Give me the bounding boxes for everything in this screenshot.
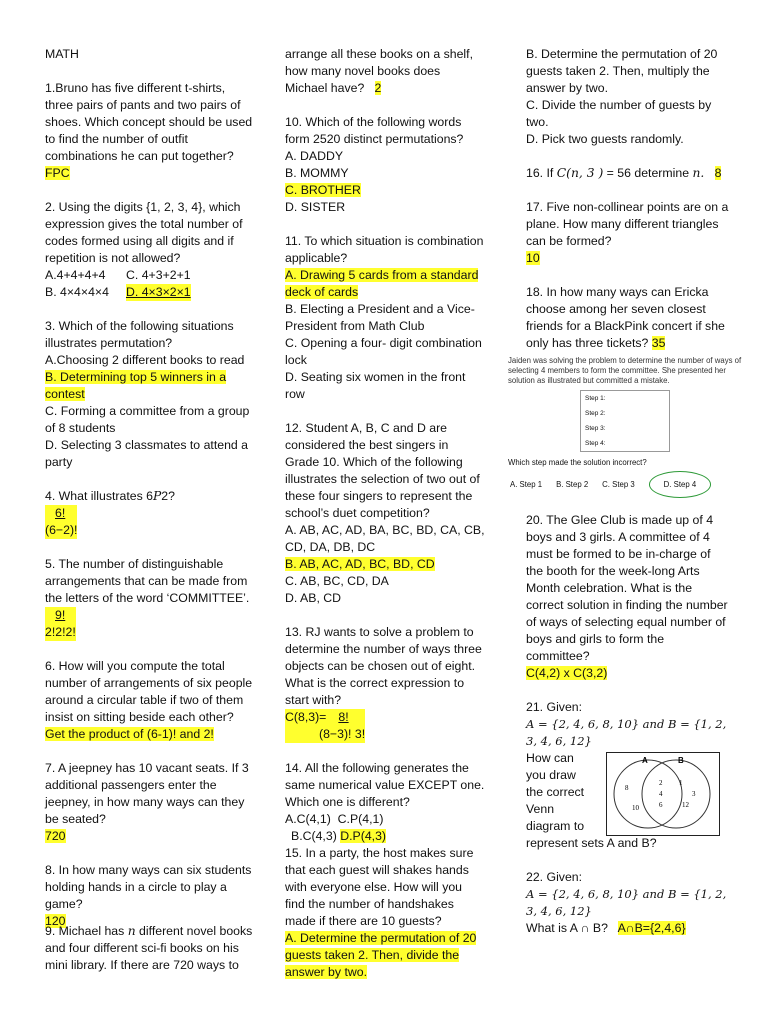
question-3 (45, 318, 253, 471)
question-9-body-col1 (45, 923, 253, 974)
denominator: (6−2)! (45, 523, 78, 537)
question-text-mid: = 56 determine (603, 166, 693, 180)
question-17 (526, 199, 731, 267)
question-text: 11. To which situation is combination applicable? (285, 234, 484, 265)
numerator: 6! (55, 506, 66, 520)
question-4 (45, 488, 253, 539)
step-4-label: Step 4: (585, 440, 606, 447)
options-row (510, 471, 731, 498)
sets-definition: A = {2, 4, 6, 8, 10} and B = {1, 2, 3, 4, 6, 12} (526, 887, 727, 918)
venn-mid-item: 4 (659, 790, 663, 798)
question-text: 14. All the following generates the same numerical value EXCEPT one. Which one is different? (285, 761, 485, 809)
option-d: D.P(4,3) (340, 829, 387, 843)
denominator: (8−3)! 3! (319, 727, 366, 741)
question-text: 1.Bruno has five different t-shirts, three pairs of pants and two pairs of shoes. Which concept should be used to find the number of outfit combinations he can put together? (45, 81, 253, 163)
answer: 8 (714, 166, 722, 180)
question-text: 8. In how many ways can six students holding hands in a circle to play a game? (45, 863, 252, 911)
answer: Get the product of (6-1)! and 2! (45, 727, 214, 741)
option-c: C. Opening a four- digit combination lock (285, 336, 482, 367)
question-12 (285, 420, 485, 607)
option-c: C. BROTHER (285, 183, 361, 197)
question-text: 10. Which of the following words form 2520 distinct permutations? (285, 115, 464, 146)
question-text: 16. If (526, 166, 557, 180)
answer-expression (285, 709, 365, 743)
answer: FPC (45, 166, 70, 180)
question-1 (45, 80, 253, 182)
question-13 (285, 624, 485, 743)
question-9-part1: 9. Michael has n different novel books and four different sci-fi books on his mini library. If there are 720 ways to (45, 924, 253, 972)
answer: 2 (374, 81, 382, 95)
question-18 (526, 284, 731, 352)
option-c: C. Forming a committee from a group of 8 students (45, 404, 250, 435)
line-2: you draw (526, 768, 576, 782)
question-7 (45, 760, 253, 845)
question-21 (526, 699, 731, 852)
option-a: A. Determine the permutation of 20 guests taken 2. Then, divide the answer by two. (285, 931, 477, 979)
question-text: 2. Using the digits {1, 2, 3, 4}, which expression gives the total number of codes formed using all digits and if repetition is not allowed? (45, 200, 243, 265)
numerator: 8! (338, 710, 349, 724)
option-b: B. Step 2 (556, 480, 589, 489)
venn-left-item: 10 (632, 804, 639, 812)
answer: 10 (526, 251, 540, 265)
expression-lhs: C(8,3)= (285, 710, 327, 724)
option-a: A.Choosing 2 different books to read (45, 353, 245, 367)
question-head: 21. Given: (526, 700, 583, 714)
question-10 (285, 114, 485, 216)
column-1 (45, 46, 253, 947)
answer: 120 (45, 914, 66, 928)
column-3 (508, 46, 742, 954)
option-c: C. 4+3+2+1 (126, 268, 191, 282)
answer: A∩B={2,4,6} (617, 921, 686, 935)
question-text: 5. The number of distinguishable arrangements that can be made from the letters of the word ‘COMMITTEE’. (45, 557, 250, 605)
option-a: A. DADDY (285, 149, 344, 163)
step-2-label: Step 2: (585, 410, 606, 417)
variable-n: n. (692, 166, 705, 180)
question-15 (285, 845, 485, 981)
question-19 (508, 356, 742, 498)
option-d: D. 4×3×2×1 (126, 285, 191, 299)
line-6: represent sets A and B? (526, 836, 657, 850)
answer-fraction (45, 607, 76, 641)
option-d: D. AB, CD (285, 591, 342, 605)
question-text: 20. The Glee Club is made up of 4 boys and 3 girls. A committee of 4 must be formed to be in-charge of the booth for the week-long Arts Month celebration. What is the correct solution in finding the number of ways of selecting equal number of boys and girls to form the committee? (526, 513, 728, 663)
expression: C(n, 3 ) (556, 166, 604, 180)
option-d: D. Pick two guests randomly. (526, 132, 684, 146)
option-b: B. 4×4×4×4 (45, 285, 109, 299)
question-5 (45, 556, 253, 641)
denominator: 2!2!2! (45, 625, 76, 639)
option-a: A.4+4+4+4 (45, 268, 106, 282)
venn-right-item: 1 (679, 779, 683, 787)
option-d: D. Selecting 3 classmates to attend a party (45, 438, 249, 469)
question-text: 15. In a party, the host makes sure that each guest will shakes hands with everyone else. How will you find the number of handshakes made if there are 10 guests? (285, 846, 474, 928)
question-16 (526, 165, 731, 182)
page-title: MATH (45, 47, 79, 61)
venn-left-item: 8 (625, 784, 629, 792)
question-8 (45, 862, 253, 930)
option-b: B. Determine the permutation of 20 guests taken 2. Then, multiply the answer by two. (526, 47, 718, 95)
option-a: A.C(4,1) (285, 812, 331, 826)
question-text: 3. Which of the following situations illustrates permutation? (45, 319, 234, 350)
option-b: B. Electing a President and a Vice-President from Math Club (285, 302, 475, 333)
question-text: Jaiden was solving the problem to determine the number of ways of selecting 4 members to form the committee. She presented her solution as illustrated but committed a mistake. (508, 356, 742, 385)
solution-steps-image (580, 390, 670, 452)
question-20 (526, 512, 731, 682)
venn-mid-item: 2 (659, 779, 663, 787)
question-text: 7. A jeepney has 10 vacant seats. If 3 additional passengers enter the jeepney, in how many ways can they be seated? (45, 761, 249, 826)
answer: 35 (651, 336, 666, 350)
option-c: C.P(4,1) (337, 812, 384, 826)
venn-right-item: 3 (692, 790, 696, 798)
line-1: How can (526, 751, 574, 765)
option-a: A. Step 1 (510, 480, 543, 489)
option-a: A. AB, AC, AD, BA, BC, BD, CA, CB, CD, DA, DB, DC (285, 523, 485, 554)
question-text: What is A ∩ B? (526, 921, 608, 935)
question-text: 18. In how many ways can Ericka choose among her seven closest friends for a BlackPink concert if she only has three tickets? (526, 285, 725, 350)
option-c: C. Divide the number of guests by two. (526, 98, 712, 129)
option-d: D. SISTER (285, 200, 346, 214)
question-head: 22. Given: (526, 870, 583, 884)
answer: C(4,2) x C(3,2) (526, 666, 608, 680)
question-text: 6. How will you compute the total number of arrangements of six people around a circular table if two of them insist on sitting beside each other? (45, 659, 253, 724)
question-22 (526, 869, 731, 937)
line-3: the correct (526, 785, 585, 799)
question-11 (285, 233, 485, 403)
permutation-symbol: P (152, 489, 162, 503)
line-4: Venn (526, 802, 555, 816)
option-d: D. Seating six women in the front row (285, 370, 466, 401)
question-text: 13. RJ wants to solve a problem to determine the number of ways three objects can be chosen out of eight. What is the correct expression to start with? (285, 625, 482, 707)
column-2 (285, 46, 485, 998)
question-text: 17. Five non-collinear points are on a plane. How many different triangles can be formed? (526, 200, 729, 248)
numerator: 9! (55, 608, 66, 622)
option-d: D. Step 4 (649, 471, 712, 498)
sets-definition: A = {2, 4, 6, 8, 10} and B = {1, 2, 3, 4, 6, 12} (526, 717, 727, 748)
step-1-label: Step 1: (585, 395, 606, 402)
venn-mid-item: 6 (659, 801, 663, 809)
line-5: diagram to (526, 819, 585, 833)
option-a: A. Drawing 5 cards from a standard deck of cards (285, 268, 479, 299)
question-text-end: 2? (161, 489, 175, 503)
question-14 (285, 760, 485, 845)
question-9-continued (285, 46, 485, 97)
venn-label-a: A (642, 756, 648, 765)
venn-right-item: 12 (682, 801, 689, 809)
question-text: 4. What illustrates 6 (45, 489, 153, 503)
option-c: C. AB, BC, CD, DA (285, 574, 389, 588)
option-b: B. AB, AC, AD, BC, BD, CD (285, 557, 435, 571)
venn-label-b: B (678, 756, 684, 765)
question-text: arrange all these books on a shelf, how many novel books does Michael have? 2 (285, 47, 473, 95)
question-text: 12. Student A, B, C and D are considered the best singers in Grade 10. Which of the following illustrates the selection of two out of these four singers to represent the school’s duet competition? (285, 421, 480, 520)
question-prompt: Which step made the solution incorrect? (508, 458, 647, 467)
option-b: B. MOMMY (285, 166, 349, 180)
option-b: B.C(4,3) (291, 829, 337, 843)
answer-fraction (45, 505, 77, 539)
question-2 (45, 199, 253, 301)
question-15-continued (526, 46, 731, 148)
venn-diagram (606, 752, 720, 836)
answer: 720 (45, 829, 66, 843)
option-c: C. Step 3 (602, 480, 635, 489)
step-3-label: Step 3: (585, 425, 606, 432)
question-6 (45, 658, 253, 743)
option-b: B. Determining top 5 winners in a contest (45, 370, 227, 401)
